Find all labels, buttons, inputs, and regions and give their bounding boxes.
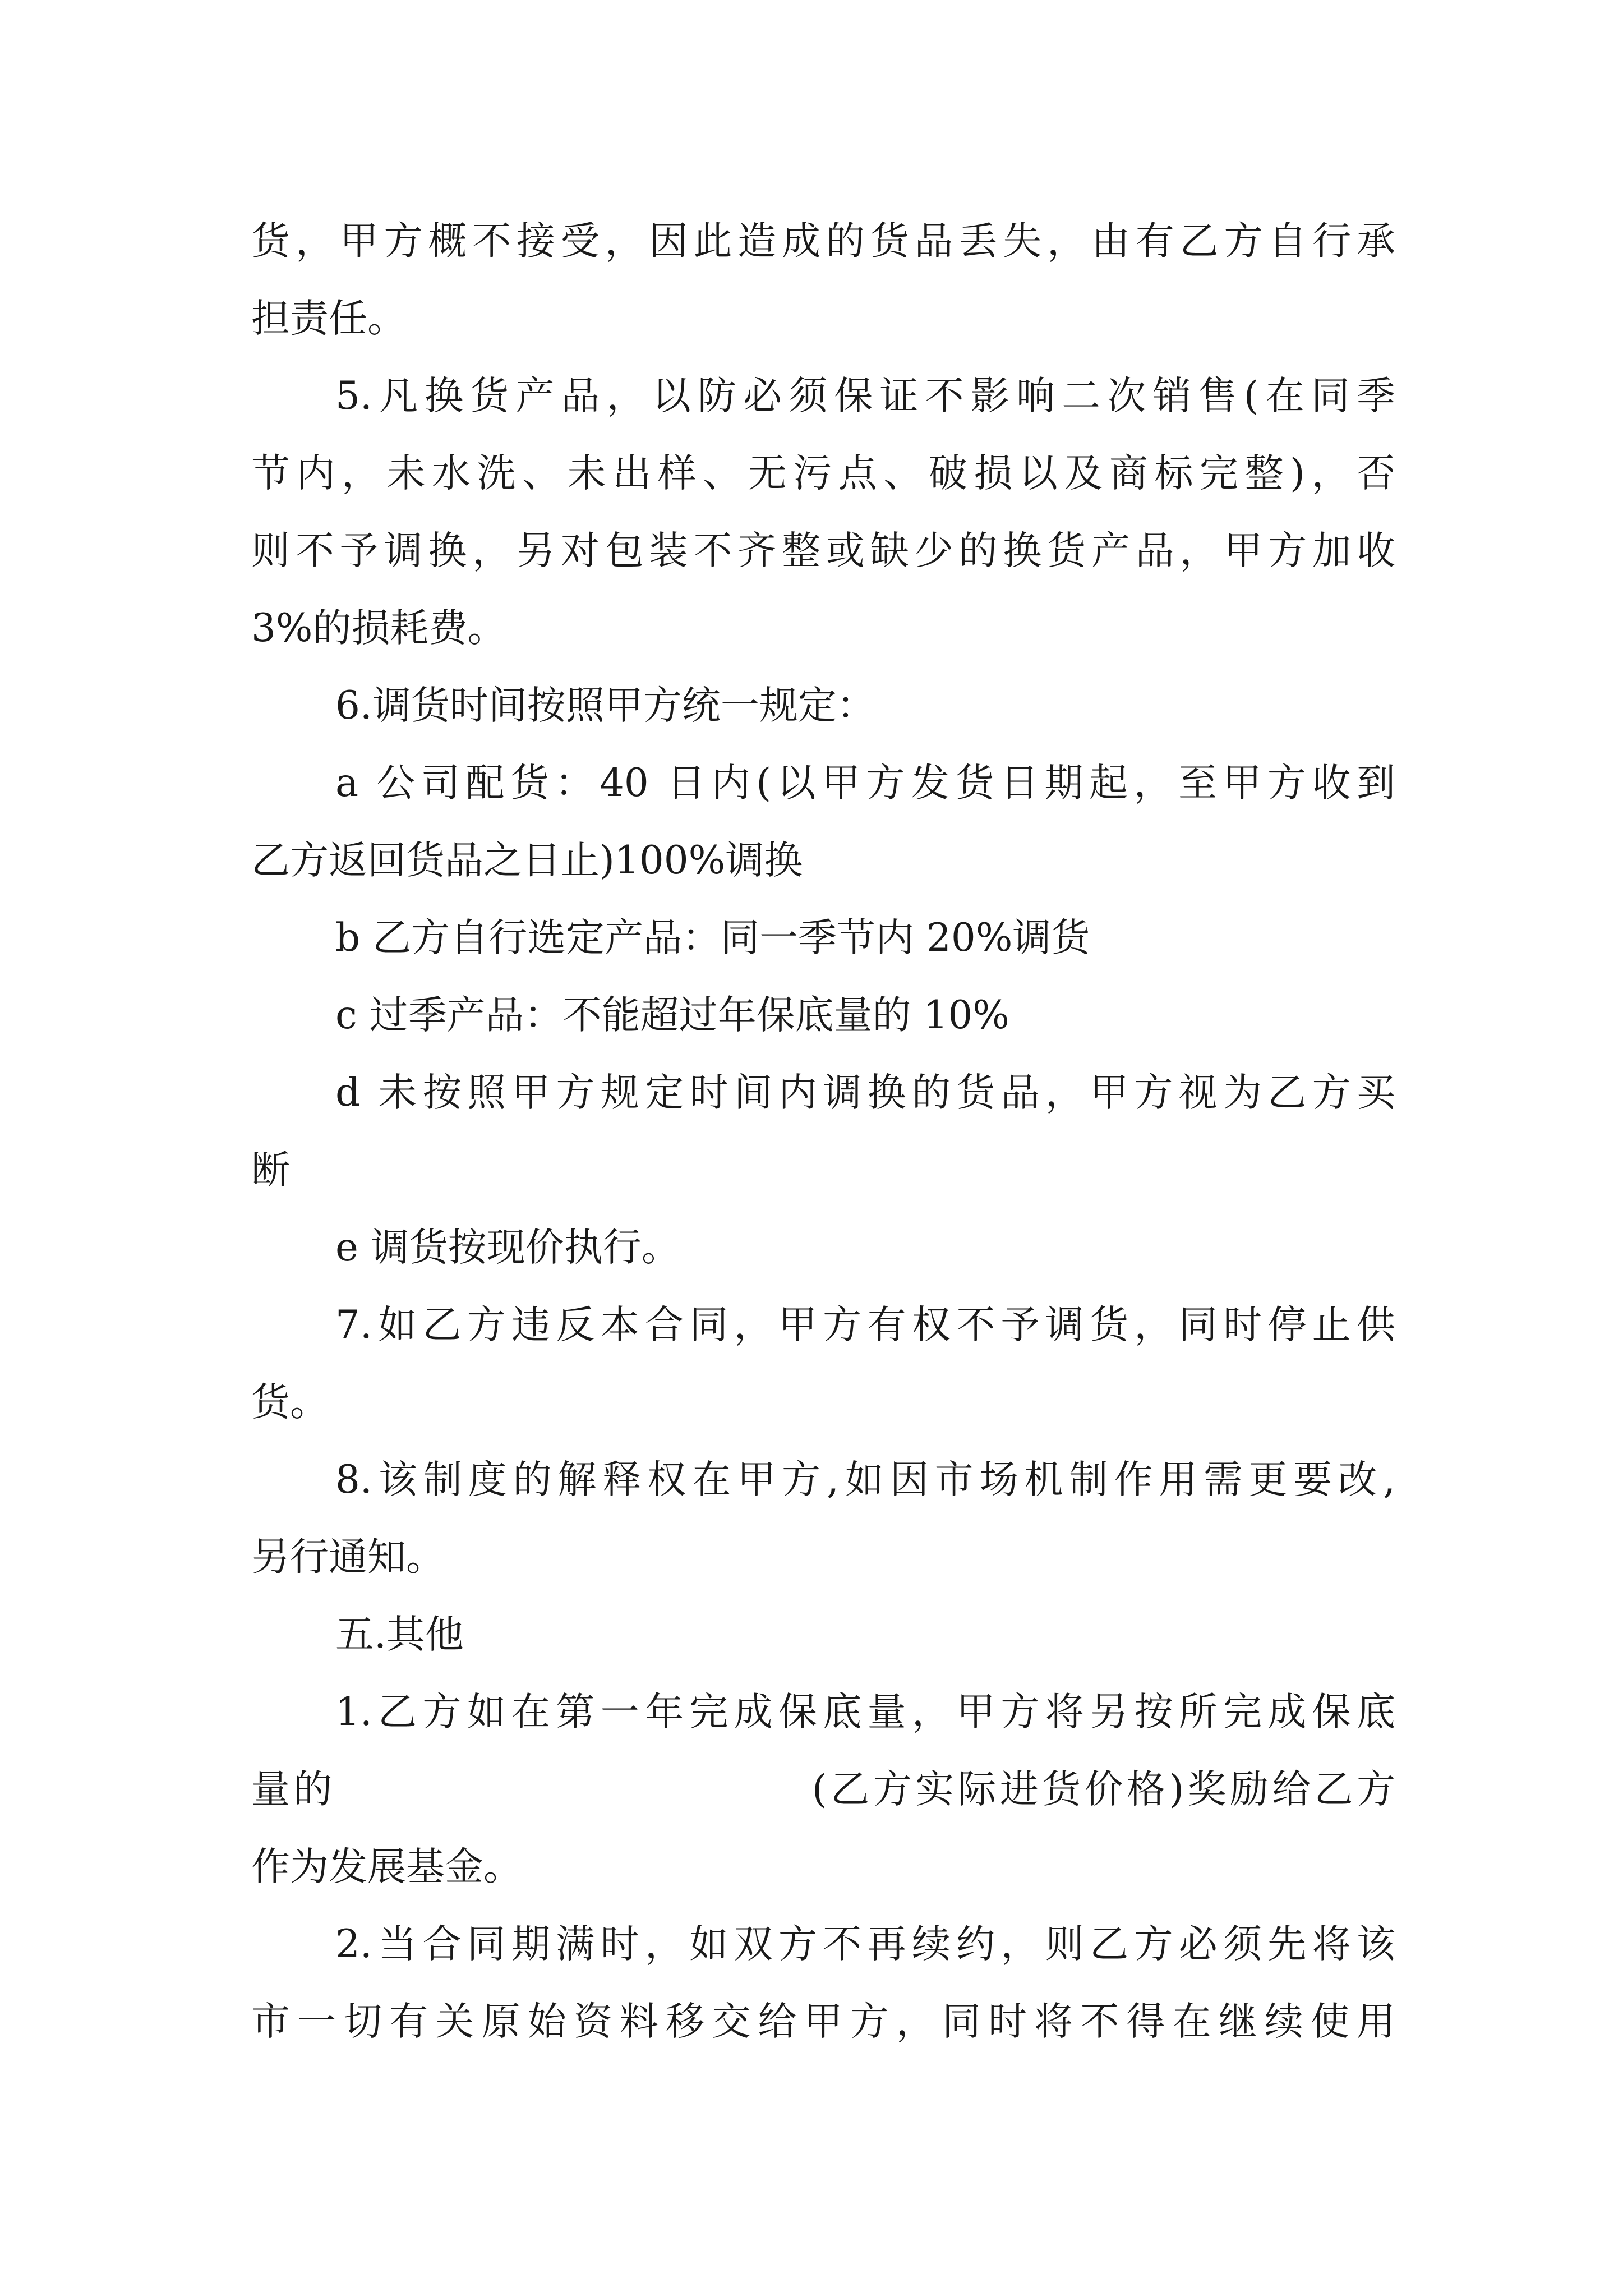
section-heading: 五.其他 bbox=[335, 1612, 464, 1657]
paragraph-line: 乙方返回货品之日止)100%调换 bbox=[251, 838, 803, 883]
paragraph-line: 则不予调换，另对包装不齐整或缺少的换货产品，甲方加收 bbox=[251, 528, 1395, 573]
paragraph-line: 市一切有关原始资料移交给甲方，同时将不得在继续使用 bbox=[251, 1999, 1395, 2044]
paragraph-line: 1.乙方如在第一年完成保底量，甲方将另按所完成保底 bbox=[335, 1690, 1395, 1734]
paragraph-line: 另行通知。 bbox=[251, 1535, 445, 1580]
paragraph-line: 8.该制度的解释权在甲方,如因市场机制作用需更要改, bbox=[335, 1457, 1395, 1502]
paragraph-line: 货。 bbox=[251, 1380, 329, 1425]
paragraph-line: 6.调货时间按照甲方统一规定： bbox=[335, 683, 875, 728]
paragraph-line: 3%的损耗费。 bbox=[251, 606, 506, 651]
paragraph-line: e 调货按现价执行。 bbox=[335, 1225, 680, 1270]
paragraph-line: 货，甲方概不接受，因此造成的货品丢失，由有乙方自行承 bbox=[251, 219, 1395, 264]
paragraph-line: 作为发展基金。 bbox=[251, 1844, 522, 1889]
paragraph-line: c 过季产品：不能超过年保底量的 10% bbox=[335, 993, 1009, 1038]
paragraph-line: a 公司配货：40 日内(以甲方发货日期起，至甲方收到 bbox=[335, 761, 1395, 806]
paragraph-line: d 未按照甲方规定时间内调换的货品，甲方视为乙方买 bbox=[335, 1070, 1395, 1115]
paragraph-line: 2.当合同期满时，如双方不再续约，则乙方必须先将该 bbox=[335, 1922, 1395, 1967]
paragraph-line: 节内，未水洗、未出样、无污点、破损以及商标完整)，否 bbox=[251, 451, 1395, 496]
paragraph-line: 断 bbox=[251, 1148, 290, 1193]
paragraph-line: 量的 (乙方实际进货价格)奖励给乙方 bbox=[251, 1767, 1395, 1812]
paragraph-line: 7.如乙方违反本合同，甲方有权不予调货，同时停止供 bbox=[335, 1303, 1395, 1347]
paragraph-line: 担责任。 bbox=[251, 296, 406, 341]
paragraph-line: 5.凡换货产品，以防必须保证不影响二次销售(在同季 bbox=[335, 374, 1395, 418]
paragraph-line: b 乙方自行选定产品：同一季节内 20%调货 bbox=[335, 915, 1090, 960]
